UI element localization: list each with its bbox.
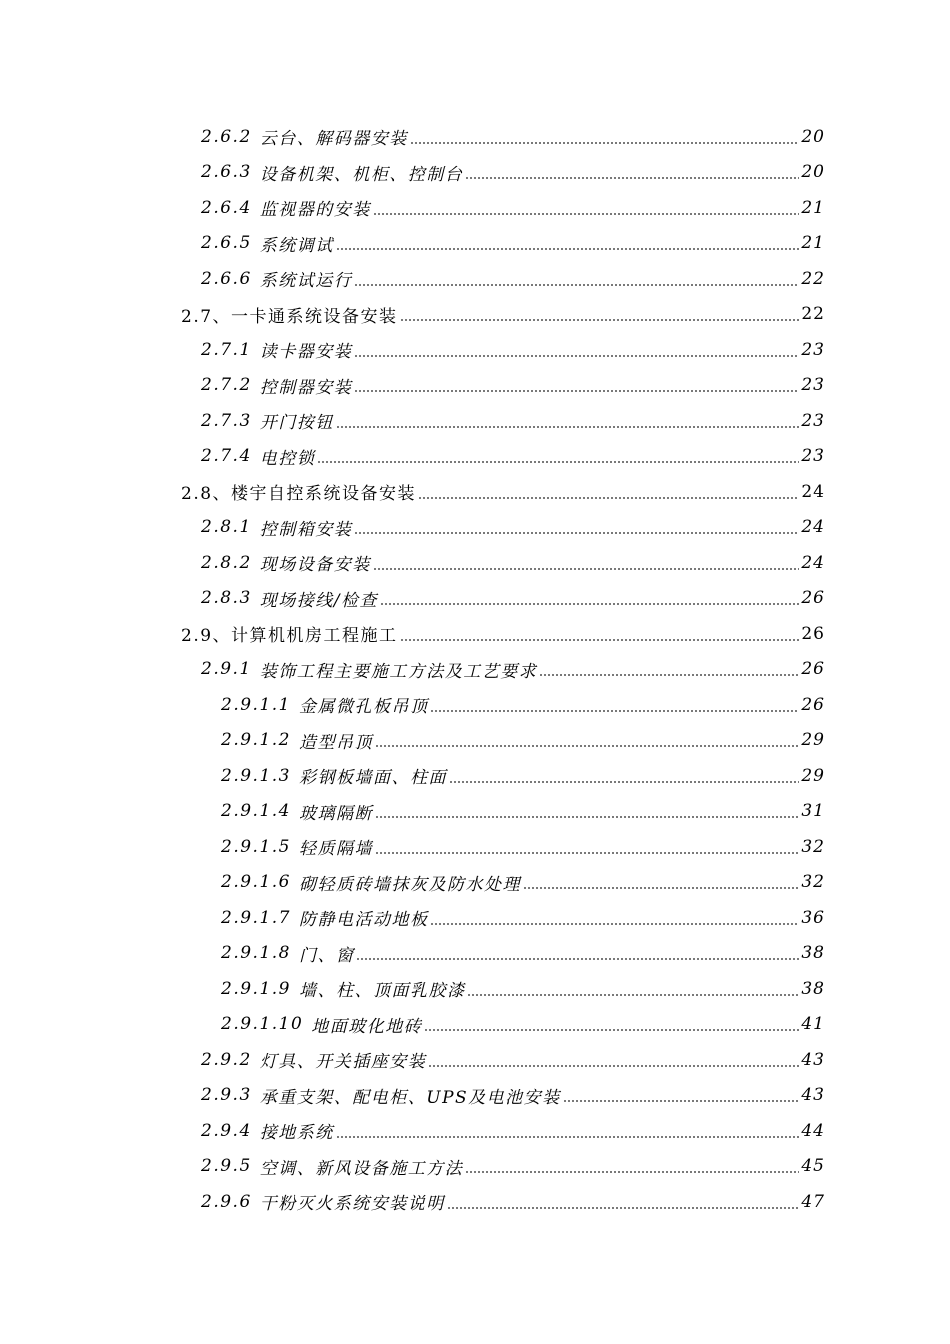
table-of-contents	[0, 119, 950, 1220]
toc-entry-title: 空调、新风设备施工方法	[259, 1158, 464, 1179]
toc-dot-leader	[373, 213, 800, 215]
toc-dot-leader	[336, 426, 800, 428]
toc-page-number: 32	[801, 872, 825, 893]
toc-entry-title: 设备机架、机柜、控制台	[259, 164, 464, 185]
toc-dot-leader	[523, 887, 799, 889]
toc-entry-number: 2.9.1.1	[221, 694, 291, 715]
toc-entry[interactable]	[0, 865, 950, 901]
toc-page-number: 36	[801, 907, 825, 928]
toc-page-number: 31	[801, 801, 825, 822]
toc-entry[interactable]	[0, 616, 950, 652]
toc-entry-number: 2.6.5	[201, 233, 252, 254]
toc-page-number: 43	[801, 1049, 825, 1070]
toc-entry[interactable]	[0, 758, 950, 794]
toc-entry-number: 2.9.1	[201, 659, 252, 680]
toc-entry[interactable]	[0, 652, 950, 688]
toc-entry-number: 2.9.1.2	[221, 730, 291, 751]
toc-entry-number: 2.7.4	[201, 446, 252, 467]
toc-entry-number: 2.6.6	[201, 268, 252, 289]
toc-entry-title: 干粉灭火系统安装说明	[259, 1194, 445, 1215]
toc-dot-leader	[563, 1100, 800, 1102]
toc-page-number: 20	[801, 126, 825, 147]
toc-entry-number: 2.6.4	[201, 197, 252, 218]
toc-page-number: 24	[801, 481, 825, 502]
toc-page-number: 41	[801, 1014, 825, 1035]
toc-entry-number: 2.9.1.9	[221, 978, 291, 999]
toc-dot-leader	[373, 568, 800, 570]
toc-entry-number: 2.9.6	[201, 1191, 252, 1212]
toc-page-number: 23	[801, 446, 825, 467]
toc-entry-number: 2.9.1.7	[221, 907, 291, 928]
toc-entry[interactable]	[0, 1042, 950, 1078]
toc-entry-number: 2.9.1.5	[221, 836, 291, 857]
toc-entry-title: 地面玻化地砖	[311, 1016, 423, 1037]
toc-entry-number: 2.9.1.6	[221, 872, 291, 893]
toc-entry-title: 控制箱安装	[259, 519, 353, 540]
toc-page-number: 43	[801, 1085, 825, 1106]
toc-entry[interactable]	[0, 1149, 950, 1185]
toc-entry-number: 2.8.2	[201, 552, 252, 573]
toc-entry-title: 接地系统	[259, 1123, 334, 1144]
toc-entry-title: 金属微孔板吊顶	[298, 697, 429, 718]
toc-dot-leader	[447, 1207, 800, 1209]
toc-entry-title: 系统试运行	[259, 271, 353, 292]
toc-entry[interactable]	[0, 971, 950, 1007]
toc-entry-number: 2.6.2	[201, 126, 252, 147]
toc-entry-title: 控制器安装	[259, 377, 353, 398]
toc-page-number: 23	[801, 339, 825, 360]
toc-entry[interactable]	[0, 1113, 950, 1149]
toc-entry-number: 2.7.1	[201, 339, 252, 360]
toc-page-number: 47	[801, 1191, 825, 1212]
toc-entry-title: 承重支架、配电柜、UPS及电池安装	[259, 1087, 561, 1108]
toc-entry-number: 2.9.4	[201, 1120, 252, 1141]
toc-entry[interactable]	[0, 1007, 950, 1043]
toc-dot-leader	[430, 710, 799, 712]
toc-entry[interactable]	[0, 687, 950, 723]
toc-entry[interactable]	[0, 439, 950, 475]
toc-entry-number: 2.7、	[181, 306, 232, 327]
toc-entry[interactable]	[0, 403, 950, 439]
toc-dot-leader	[539, 674, 799, 676]
toc-entry-number: 2.9.1.3	[221, 765, 291, 786]
toc-entry-number: 2.8.3	[201, 588, 252, 609]
toc-entry[interactable]	[0, 155, 950, 191]
toc-page-number: 38	[801, 943, 825, 964]
toc-entry[interactable]	[0, 581, 950, 617]
toc-entry-title: 现场设备安装	[259, 555, 371, 576]
toc-entry-number: 2.8.1	[201, 517, 252, 538]
toc-entry[interactable]	[0, 829, 950, 865]
toc-entry-title: 一卡通系统设备安装	[231, 306, 398, 327]
toc-page-number: 23	[801, 375, 825, 396]
toc-entry[interactable]	[0, 332, 950, 368]
toc-page-number: 29	[801, 765, 825, 786]
toc-entry-number: 2.9.1.10	[221, 1014, 304, 1035]
toc-dot-leader	[418, 497, 799, 499]
toc-dot-leader	[336, 1136, 800, 1138]
toc-dot-leader	[467, 994, 799, 996]
toc-dot-leader	[354, 355, 799, 357]
toc-entry-number: 2.9.2	[201, 1049, 252, 1070]
toc-entry-title: 装饰工程主要施工方法及工艺要求	[259, 661, 538, 682]
toc-entry[interactable]	[0, 190, 950, 226]
toc-page-number: 22	[801, 304, 825, 325]
toc-page-number: 21	[801, 233, 825, 254]
toc-entry-title: 监视器的安装	[259, 200, 371, 221]
toc-page-number: 26	[801, 694, 825, 715]
toc-entry-title: 彩钢板墙面、柱面	[298, 768, 447, 789]
toc-dot-leader	[354, 532, 799, 534]
toc-page-number: 24	[801, 552, 825, 573]
toc-dot-leader	[336, 248, 800, 250]
toc-page-number: 24	[801, 517, 825, 538]
toc-dot-leader	[465, 1171, 799, 1173]
toc-entry-title: 灯具、开关插座安装	[259, 1052, 427, 1073]
toc-dot-leader	[375, 745, 799, 747]
toc-entry-number: 2.9、	[181, 626, 232, 647]
toc-page-number: 38	[801, 978, 825, 999]
toc-entry-title: 读卡器安装	[259, 342, 353, 363]
toc-entry-title: 墙、柱、顶面乳胶漆	[298, 981, 466, 1002]
toc-dot-leader	[400, 319, 800, 321]
toc-page-number: 29	[801, 730, 825, 751]
toc-entry[interactable]	[0, 1184, 950, 1220]
toc-entry[interactable]	[0, 723, 950, 759]
toc-page-number: 32	[801, 836, 825, 857]
toc-dot-leader	[424, 1029, 799, 1031]
toc-entry[interactable]	[0, 1078, 950, 1114]
toc-entry-title: 防静电活动地板	[298, 910, 429, 931]
toc-dot-leader	[465, 177, 799, 179]
toc-entry[interactable]	[0, 119, 950, 155]
toc-entry[interactable]	[0, 368, 950, 404]
toc-page-number: 26	[801, 659, 825, 680]
toc-entry-title: 系统调试	[259, 235, 334, 256]
toc-page-number: 44	[801, 1120, 825, 1141]
toc-dot-leader	[354, 390, 799, 392]
toc-entry-title: 造型吊顶	[298, 732, 373, 753]
toc-entry-number: 2.9.1.4	[221, 801, 291, 822]
toc-entry[interactable]	[0, 261, 950, 297]
toc-entry[interactable]	[0, 900, 950, 936]
toc-entry-title: 开门按钮	[259, 413, 334, 434]
toc-entry-title: 计算机机房工程施工	[231, 626, 398, 647]
toc-entry[interactable]	[0, 794, 950, 830]
toc-entry-title: 砌轻质砖墙抹灰及防水处理	[298, 874, 521, 895]
toc-entry-number: 2.8、	[181, 484, 232, 505]
toc-entry-number: 2.7.2	[201, 375, 252, 396]
toc-entry[interactable]	[0, 510, 950, 546]
toc-entry-number: 2.9.3	[201, 1085, 252, 1106]
toc-entry-title: 门、窗	[298, 945, 355, 966]
toc-page-number: 26	[801, 623, 825, 644]
toc-dot-leader	[356, 958, 799, 960]
toc-dot-leader	[375, 852, 799, 854]
toc-entry-title: 轻质隔墙	[298, 839, 373, 860]
toc-dot-leader	[430, 923, 799, 925]
toc-page-number: 20	[801, 162, 825, 183]
toc-page-number: 21	[801, 197, 825, 218]
toc-dot-leader	[317, 461, 799, 463]
toc-dot-leader	[428, 1065, 799, 1067]
toc-dot-leader	[380, 603, 799, 605]
toc-entry-title: 现场接线/检查	[259, 590, 378, 611]
toc-dot-leader	[354, 284, 799, 286]
toc-entry-number: 2.6.3	[201, 162, 252, 183]
toc-entry-number: 2.7.3	[201, 410, 252, 431]
toc-entry[interactable]	[0, 936, 950, 972]
toc-entry-title: 楼宇自控系统设备安装	[231, 484, 417, 505]
toc-entry[interactable]	[0, 226, 950, 262]
toc-entry[interactable]	[0, 297, 950, 333]
toc-entry-number: 2.9.1.8	[221, 943, 291, 964]
toc-page-number: 26	[801, 588, 825, 609]
toc-entry[interactable]	[0, 545, 950, 581]
toc-entry-number: 2.9.5	[201, 1156, 252, 1177]
toc-entry-title: 云台、解码器安装	[259, 129, 408, 150]
toc-dot-leader	[410, 142, 800, 144]
toc-page-number: 45	[801, 1156, 825, 1177]
toc-entry[interactable]	[0, 474, 950, 510]
toc-page-number: 22	[801, 268, 825, 289]
toc-page-number: 23	[801, 410, 825, 431]
toc-entry-title: 玻璃隔断	[298, 803, 373, 824]
toc-dot-leader	[400, 639, 800, 641]
toc-dot-leader	[375, 816, 799, 818]
toc-dot-leader	[449, 781, 799, 783]
toc-entry-title: 电控锁	[259, 448, 316, 469]
